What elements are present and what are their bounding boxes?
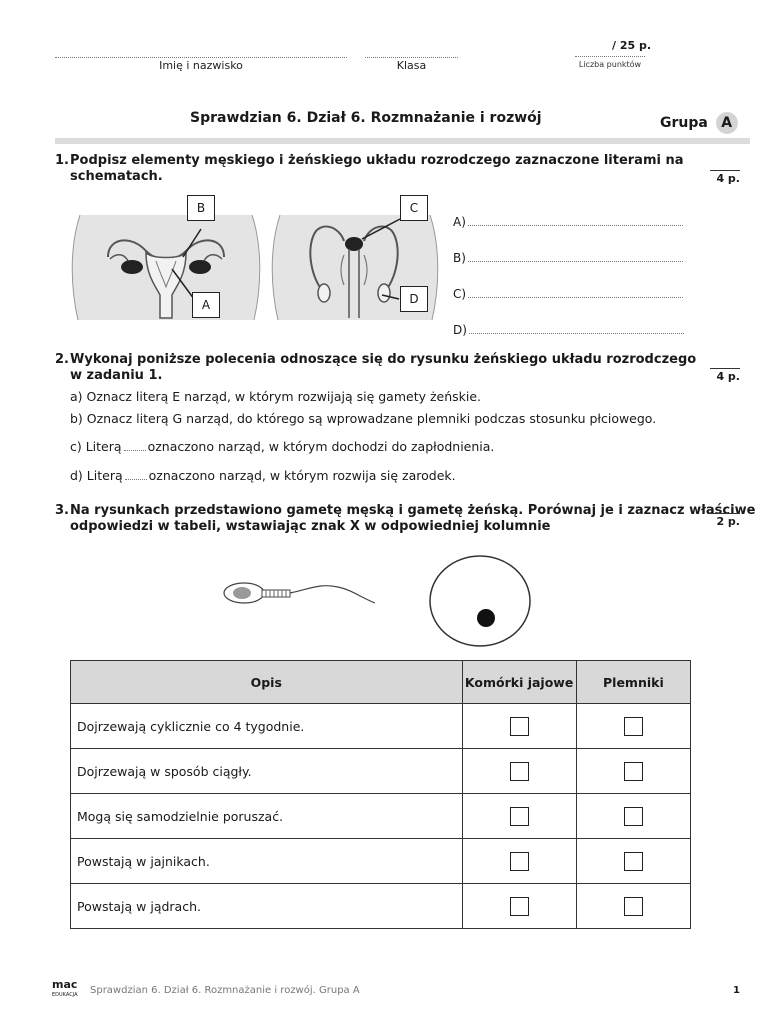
q1-text-line1: Podpisz elementy męskiego i żeńskiego układu rozrodczego zaznaczone literami na: [70, 153, 684, 168]
table-row: [71, 884, 691, 929]
checkbox-egg[interactable]: [510, 807, 529, 826]
name-label: Imię i nazwisko: [159, 59, 243, 72]
female-reproductive-diagram: [70, 215, 262, 320]
comparison-table: [70, 660, 691, 929]
checkbox-sperm[interactable]: [624, 852, 643, 871]
logo-text: mac: [52, 978, 78, 991]
q2-c-blank[interactable]: [124, 441, 146, 451]
col-header-komorki-jajowe: Komórki jajowe: [462, 661, 576, 704]
row-description: Mogą się samodzielnie poruszać.: [71, 794, 463, 839]
page-number: 1: [733, 985, 740, 996]
col-header-plemniki: Plemniki: [576, 661, 690, 704]
checkbox-egg[interactable]: [510, 717, 529, 736]
group-prefix: Grupa: [660, 115, 708, 131]
q3-points: 2 p.: [710, 513, 740, 528]
q2-task-d: [70, 468, 456, 484]
checkbox-sperm[interactable]: [624, 807, 643, 826]
q2-c-suffix: oznaczono narząd, w którym dochodzi do zapłodnienia.: [147, 439, 495, 454]
q1-number: 1.: [55, 153, 69, 168]
q2-task-b: b) Oznacz literą G narząd, do którego są wprowadzane plemniki podczas stosunku płciowego.: [70, 411, 657, 426]
q2-task-c: [70, 439, 494, 455]
q3-text-line1: Na rysunkach przedstawiono gametę męską i gametę żeńską. Porównaj je i zaznacz właściwe: [70, 503, 756, 518]
q3-number: 3.: [55, 503, 69, 518]
title-divider: [55, 138, 750, 144]
points-max: / 25 p.: [612, 39, 652, 52]
table-row: [71, 839, 691, 884]
checkbox-sperm[interactable]: [624, 762, 643, 781]
logo-subtext: EDUKACJA: [52, 992, 78, 998]
name-field-line[interactable]: [55, 56, 347, 58]
q2-c-prefix: c) Literą: [70, 439, 122, 454]
answer-letter: A): [453, 215, 466, 229]
points-field-line[interactable]: [575, 55, 645, 57]
page-title: Sprawdzian 6. Dział 6. Rozmnażanie i rozwój: [190, 110, 542, 126]
q2-d-blank[interactable]: [125, 470, 147, 480]
checkbox-sperm[interactable]: [624, 897, 643, 916]
checkbox-egg[interactable]: [510, 852, 529, 871]
q2-text-line1: Wykonaj poniższe polecenia odnoszące się do rysunku żeńskiego układu rozrodczego: [70, 352, 697, 367]
q1-answer-d[interactable]: [453, 323, 684, 337]
row-description: Dojrzewają cyklicznie co 4 tygodnie.: [71, 704, 463, 749]
group-badge: A: [716, 112, 738, 134]
group-label: [660, 112, 738, 134]
row-description: Dojrzewają w sposób ciągły.: [71, 749, 463, 794]
q1-answer-c[interactable]: [453, 287, 683, 301]
footer-text: Sprawdzian 6. Dział 6. Rozmnażanie i rozwój. Grupa A: [90, 985, 360, 996]
checkbox-sperm[interactable]: [624, 717, 643, 736]
checkbox-egg[interactable]: [510, 762, 529, 781]
q2-number: 2.: [55, 352, 69, 367]
answer-letter: C): [453, 287, 467, 301]
publisher-logo: [52, 980, 78, 1000]
q2-d-suffix: oznaczono narząd, w którym rozwija się zarodek.: [148, 468, 456, 483]
class-field-line[interactable]: [365, 56, 458, 58]
q1-answer-b[interactable]: [453, 251, 683, 265]
points-label: Liczba punktów: [578, 60, 642, 69]
class-label: Klasa: [396, 59, 427, 72]
row-description: Powstają w jądrach.: [71, 884, 463, 929]
q2-d-prefix: d) Literą: [70, 468, 123, 483]
q1-answer-a[interactable]: [453, 215, 683, 229]
egg-cell-illustration: [428, 554, 532, 648]
table-row: [71, 704, 691, 749]
label-box-c: C: [400, 195, 428, 221]
table-row: [71, 749, 691, 794]
q1-text-line2: schematach.: [70, 169, 163, 184]
q2-points: 4 p.: [710, 368, 740, 383]
label-box-a: A: [192, 292, 220, 318]
checkbox-egg[interactable]: [510, 897, 529, 916]
label-box-d: D: [400, 286, 428, 312]
row-description: Powstają w jajnikach.: [71, 839, 463, 884]
col-header-opis: Opis: [71, 661, 463, 704]
q1-points: 4 p.: [710, 170, 740, 185]
q2-text-line2: w zadaniu 1.: [70, 368, 163, 383]
table-header-row: [71, 661, 691, 704]
label-box-b: B: [187, 195, 215, 221]
table-row: [71, 794, 691, 839]
q2-task-a: a) Oznacz literą E narząd, w którym rozwijają się gamety żeńskie.: [70, 389, 482, 404]
q3-text-line2: odpowiedzi w tabeli, wstawiając znak X w odpowiedniej kolumnie: [70, 519, 551, 534]
answer-letter: B): [453, 251, 466, 265]
answer-letter: D): [453, 323, 467, 337]
sperm-cell-illustration: [220, 575, 380, 615]
